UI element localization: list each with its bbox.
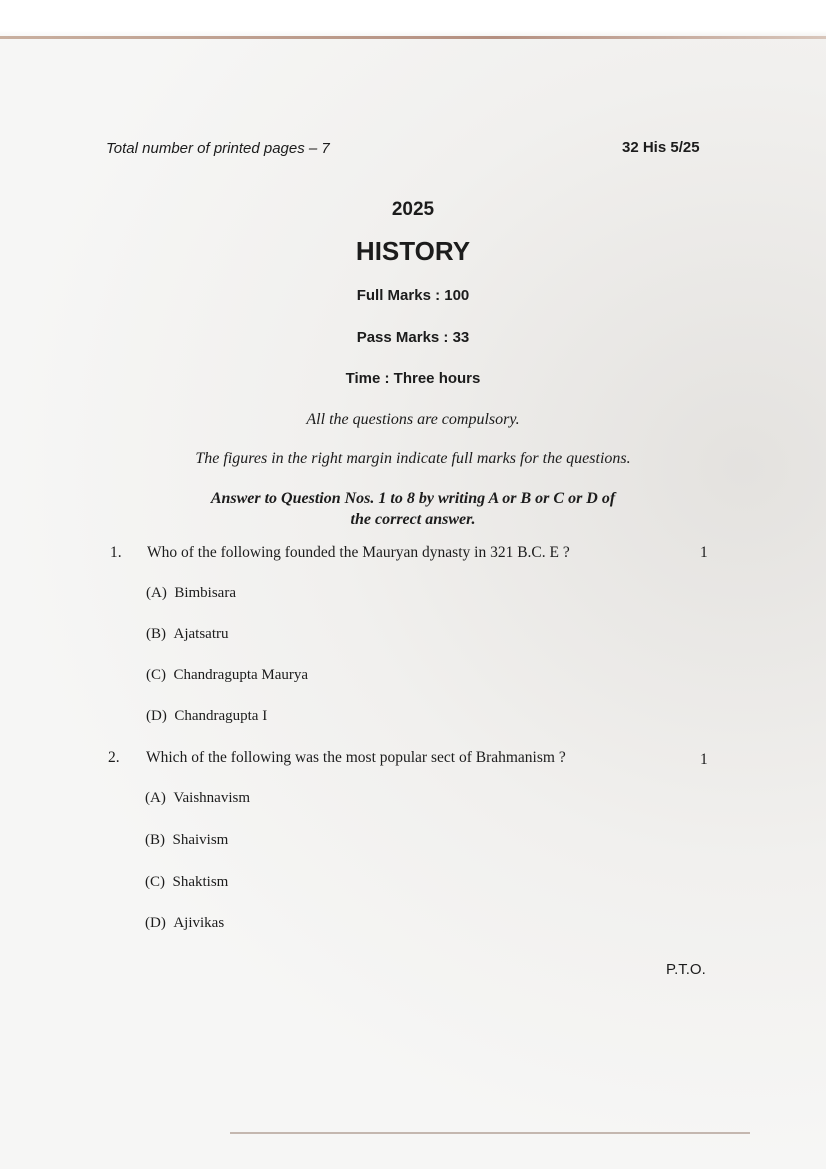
question-2-marks: 1 xyxy=(700,751,708,768)
option-label: (D) xyxy=(146,708,167,724)
instruction-answer-line1: Answer to Question Nos. 1 to 8 by writing A or B or C or D of xyxy=(210,490,616,507)
paper-code: 32 His 5/25 xyxy=(622,139,700,156)
question-1-text: Who of the following founded the Mauryan dynasty in 321 B.C. E ? xyxy=(147,544,570,561)
option-label: (A) xyxy=(146,585,167,601)
option-label: (B) xyxy=(145,832,165,848)
option-text: Ajatsatru xyxy=(173,626,229,642)
option-text: Shaivism xyxy=(172,832,229,848)
option-text: Bimbisara xyxy=(174,585,236,601)
option-label: (C) xyxy=(146,667,166,683)
exam-subject: HISTORY xyxy=(355,236,471,266)
exam-time: Time : Three hours xyxy=(345,370,481,387)
q1-option-d xyxy=(146,708,267,725)
q1-option-c xyxy=(146,667,308,684)
option-label: (B) xyxy=(146,626,166,642)
option-label: (C) xyxy=(145,874,165,890)
option-text: Chandragupta Maurya xyxy=(173,667,309,683)
instruction-answer xyxy=(0,488,826,530)
instruction-marks: The figures in the right margin indicate full marks for the questions. xyxy=(195,450,631,467)
paper-edge-bottom xyxy=(230,1132,750,1134)
q1-option-b xyxy=(146,626,228,643)
q2-option-b xyxy=(145,832,228,849)
q2-option-d xyxy=(145,915,224,932)
paper-edge xyxy=(0,36,826,39)
option-text: Shaktism xyxy=(172,874,229,890)
question-1-marks: 1 xyxy=(700,544,708,561)
q2-option-a xyxy=(145,790,250,807)
instruction-compulsory: All the questions are compulsory. xyxy=(306,411,520,428)
question-2-text: Which of the following was the most popular sect of Brahmanism ? xyxy=(146,749,566,766)
q2-option-c xyxy=(145,874,228,891)
full-marks: Full Marks : 100 xyxy=(356,287,470,304)
question-1-number: 1. xyxy=(110,544,122,561)
instruction-answer-line2: the correct answer. xyxy=(350,511,476,528)
option-text: Vaishnavism xyxy=(173,790,250,806)
option-label: (A) xyxy=(145,790,166,806)
pass-marks: Pass Marks : 33 xyxy=(356,329,470,346)
option-text: Chandragupta I xyxy=(174,708,268,724)
please-turn-over: P.T.O. xyxy=(666,961,706,978)
printed-pages-count: Total number of printed pages – 7 xyxy=(106,140,330,157)
question-2-number: 2. xyxy=(108,749,120,766)
q1-option-a xyxy=(146,585,236,602)
exam-year: 2025 xyxy=(391,199,435,220)
option-label: (D) xyxy=(145,915,166,931)
scan-top-margin xyxy=(0,0,826,38)
option-text: Ajivikas xyxy=(173,915,225,931)
